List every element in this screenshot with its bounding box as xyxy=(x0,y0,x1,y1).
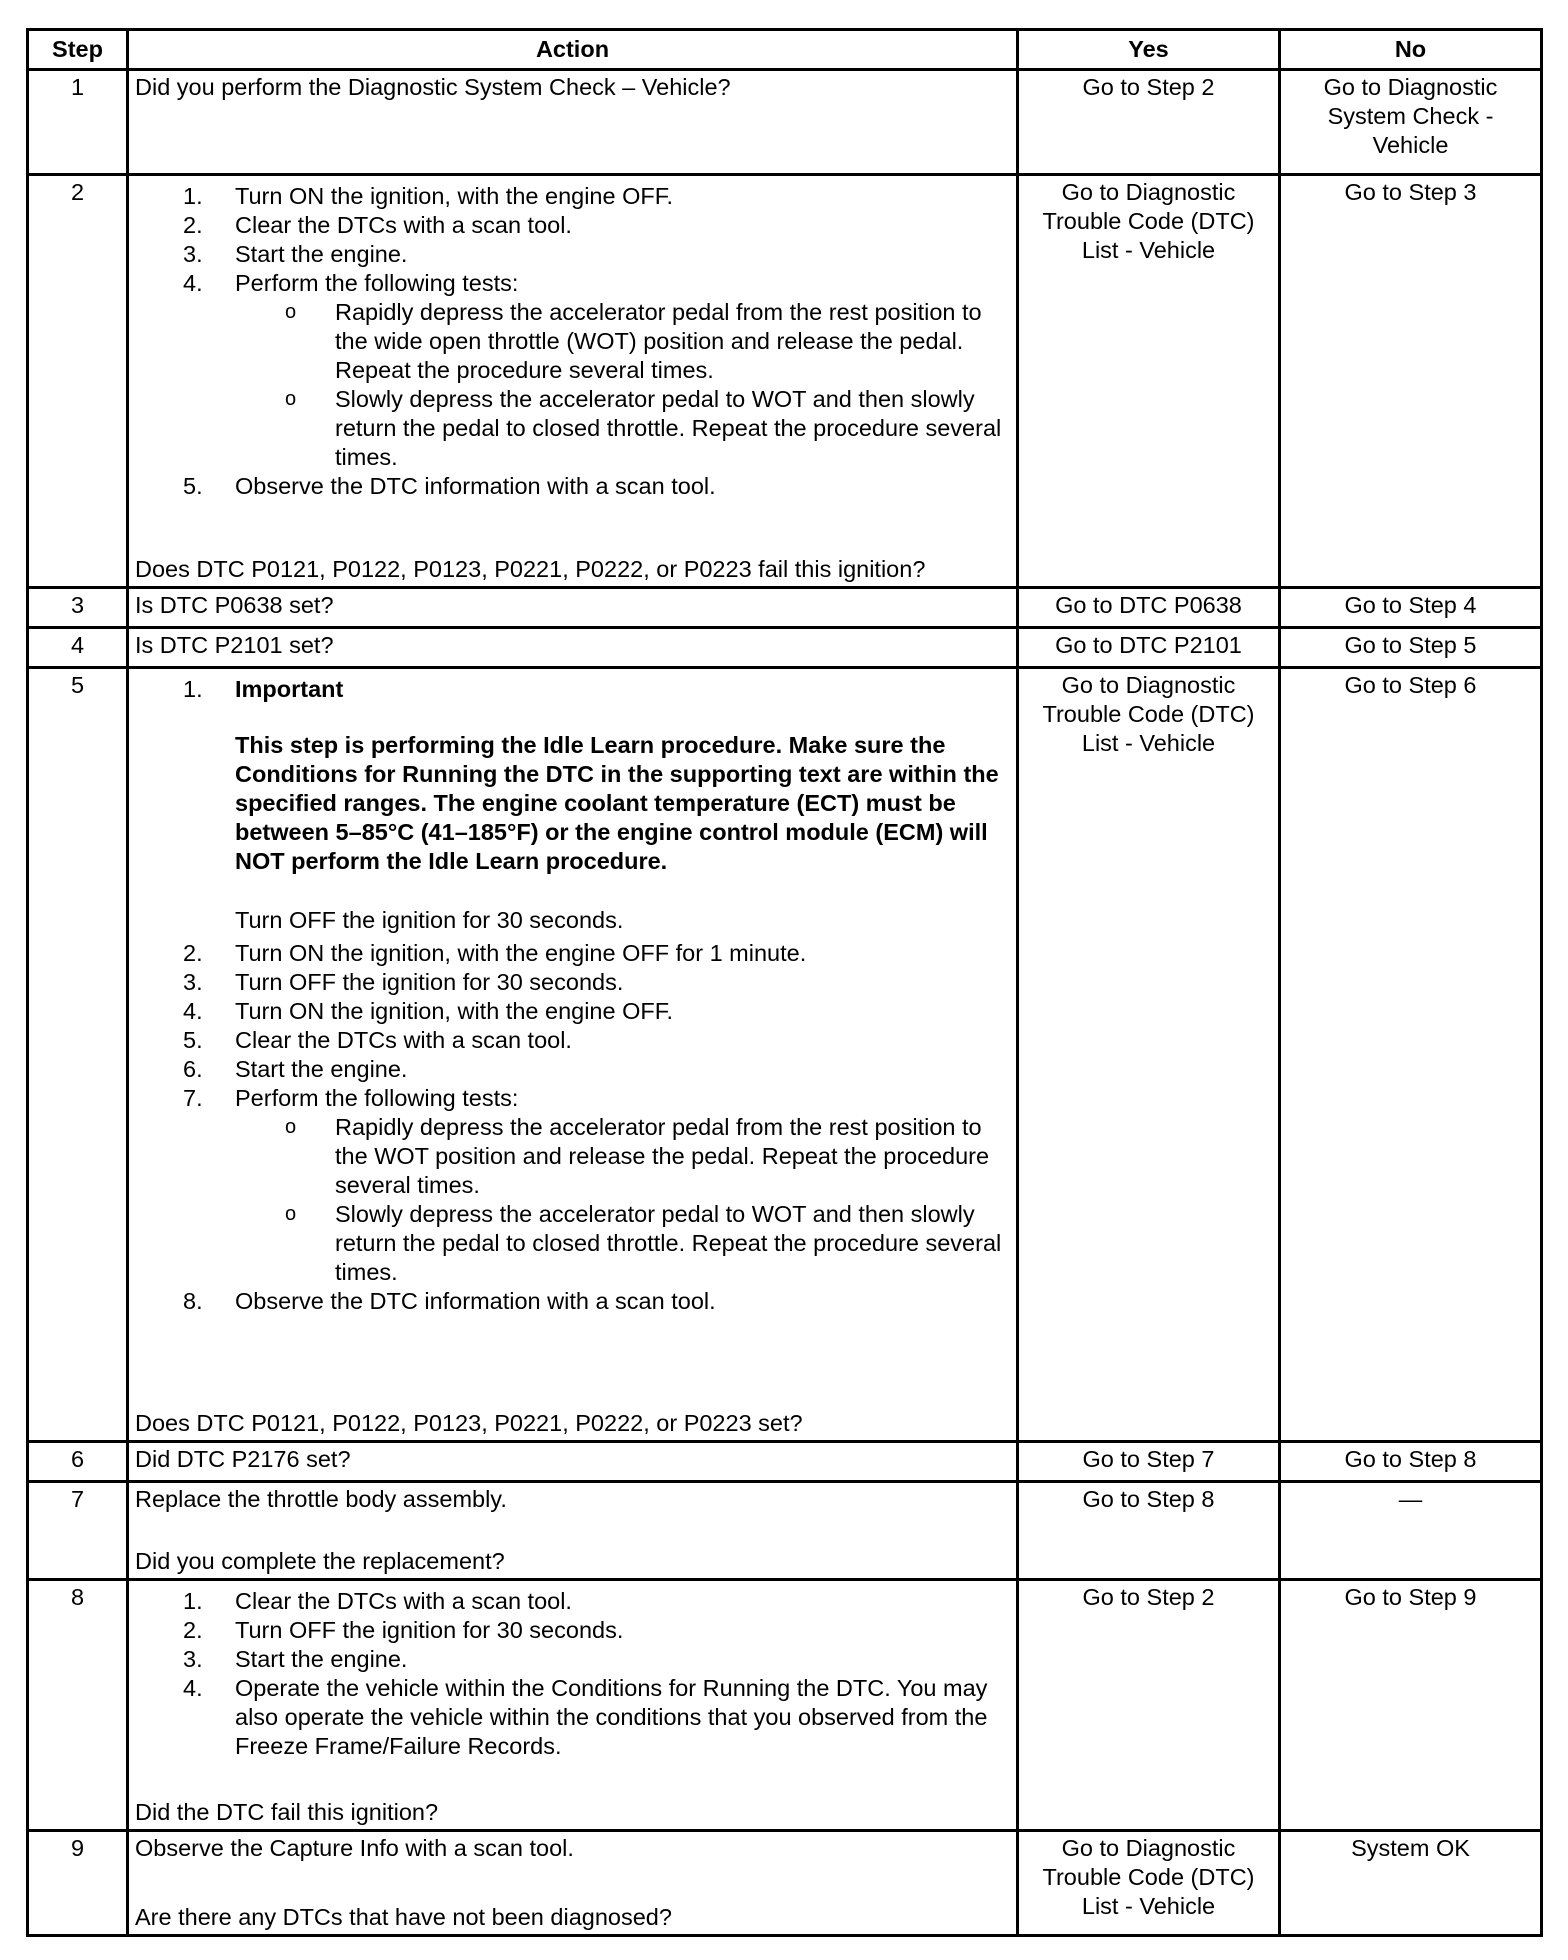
item-number: 8. xyxy=(183,1288,203,1315)
list-item xyxy=(135,182,1010,211)
sub-list-item xyxy=(135,385,1010,472)
table-row xyxy=(28,1830,1542,1935)
important-heading: Important xyxy=(235,676,344,703)
yes-result: Go to DTC P0638 xyxy=(1018,587,1280,627)
action-intro: Is DTC P2101 set? xyxy=(135,632,334,659)
action-content xyxy=(135,73,1010,171)
step-number: 5 xyxy=(28,668,128,1441)
action-cell xyxy=(128,1830,1018,1935)
item-text: Perform the following tests: xyxy=(235,270,519,297)
sub-list-item xyxy=(135,1113,1010,1200)
no-result: System OK xyxy=(1280,1830,1542,1935)
step-number: 7 xyxy=(28,1481,128,1579)
table-row xyxy=(28,668,1542,1441)
list-item xyxy=(135,1674,1010,1761)
important-text: This step is performing the Idle Learn procedure. Make sure the Conditions for Running the DTC in the supporting text are within the specified ranges. The engine coolant temperature (ECT) must be between 5–85°C (41–185°F) or the engine control module (ECM) will NOT perform the Idle Learn procedure. xyxy=(235,732,999,875)
list-item xyxy=(135,997,1010,1026)
sub-list xyxy=(235,1113,1010,1287)
item-text: Observe the DTC information with a scan tool. xyxy=(235,473,716,500)
sub-item-text: Slowly depress the accelerator pedal to WOT and then slowly return the pedal to closed throttle. Repeat the procedure several times. xyxy=(335,386,1002,471)
step-number: 8 xyxy=(28,1580,128,1831)
item-number: 5. xyxy=(183,473,203,500)
action-intro: Did DTC P2176 set? xyxy=(135,1445,351,1472)
action-cell xyxy=(128,70,1018,175)
item-text: Start the engine. xyxy=(235,241,408,268)
action-question: Does DTC P0121, P0122, P0123, P0221, P0222, or P0223 set? xyxy=(135,1409,803,1436)
item-number: 4. xyxy=(183,270,203,297)
step-number: 3 xyxy=(28,587,128,627)
item-number: 2. xyxy=(183,212,203,239)
header-row xyxy=(28,30,1542,70)
list-item xyxy=(135,939,1010,968)
important-block xyxy=(135,675,1010,935)
spacer xyxy=(135,1863,1010,1893)
item-number: 2. xyxy=(183,1617,203,1644)
action-cell xyxy=(128,668,1018,1441)
item-text: Start the engine. xyxy=(235,1056,408,1083)
procedure-list xyxy=(135,939,1010,1316)
item-text: Turn ON the ignition, with the engine OFF. xyxy=(235,998,674,1025)
table-row xyxy=(28,1441,1542,1481)
no-result: Go to Step 5 xyxy=(1280,628,1542,668)
action-cell xyxy=(128,587,1018,627)
item-number: 4. xyxy=(183,1675,203,1702)
action-question: Does DTC P0121, P0122, P0123, P0221, P0222, or P0223 fail this ignition? xyxy=(135,555,926,582)
list-item xyxy=(135,211,1010,240)
table-row xyxy=(28,175,1542,588)
action-content xyxy=(135,591,1010,624)
no-result: Go to Step 4 xyxy=(1280,587,1542,627)
no-result: Go to Step 8 xyxy=(1280,1441,1542,1481)
item-text: Observe the DTC information with a scan tool. xyxy=(235,1288,716,1315)
yes-result: Go to Diagnostic Trouble Code (DTC) List - Vehicle xyxy=(1018,175,1280,588)
item-text: Perform the following tests: xyxy=(235,1085,519,1112)
item-text: Turn OFF the ignition for 30 seconds. xyxy=(235,969,624,996)
yes-result: Go to Step 2 xyxy=(1018,70,1280,175)
item-number: 4. xyxy=(183,998,203,1025)
action-content xyxy=(135,1485,1010,1576)
sub-list-item xyxy=(135,1200,1010,1287)
bullet-icon: o xyxy=(285,1203,297,1226)
list-item xyxy=(135,1587,1010,1616)
step-number: 6 xyxy=(28,1441,128,1481)
header-yes: Yes xyxy=(1018,30,1280,70)
action-question: Are there any DTCs that have not been diagnosed? xyxy=(135,1904,672,1930)
no-result: Go to Step 6 xyxy=(1280,668,1542,1441)
table-row xyxy=(28,1580,1542,1831)
item-number: 5. xyxy=(183,1027,203,1054)
action-intro: Did you perform the Diagnostic System Check – Vehicle? xyxy=(135,74,731,100)
sub-item-text: Rapidly depress the accelerator pedal from the rest position to the WOT position and release the pedal. Repeat the procedure several times. xyxy=(335,1114,990,1199)
action-cell xyxy=(128,1580,1018,1831)
header-no: No xyxy=(1280,30,1542,70)
action-cell xyxy=(128,628,1018,668)
list-item xyxy=(135,675,1010,935)
item-number: 1. xyxy=(183,183,203,210)
no-result: Go to Diagnostic System Check - Vehicle xyxy=(1280,70,1542,175)
action-content xyxy=(135,631,1010,664)
action-cell xyxy=(128,175,1018,588)
action-question: Did the DTC fail this ignition? xyxy=(135,1798,439,1825)
list-item xyxy=(135,1055,1010,1084)
action-cell xyxy=(128,1441,1018,1481)
no-result: — xyxy=(1280,1481,1542,1579)
item-text: Turn ON the ignition, with the engine OFF for 1 minute. xyxy=(235,940,807,967)
procedure-list xyxy=(135,182,1010,501)
step-number: 9 xyxy=(28,1830,128,1935)
procedure-list xyxy=(135,1587,1010,1761)
list-item xyxy=(135,1616,1010,1645)
item-text: Operate the vehicle within the Conditions for Running the DTC. You may also operate the vehicle within the conditions that you observed from the Freeze Frame/Failure Records. xyxy=(235,1675,988,1760)
header-step: Step xyxy=(28,30,128,70)
action-intro: Is DTC P0638 set? xyxy=(135,591,334,618)
sub-item-text: Rapidly depress the accelerator pedal from the rest position to the wide open throttle (WOT) position and release the pedal. Repeat the procedure several times. xyxy=(335,299,982,384)
item-text: Turn ON the ignition, with the engine OFF. xyxy=(235,183,674,210)
item-text: Clear the DTCs with a scan tool. xyxy=(235,1588,572,1615)
action-content xyxy=(135,178,1010,584)
spacer xyxy=(135,501,1010,545)
item-number: 1. xyxy=(183,676,203,703)
action-intro: Observe the Capture Info with a scan tool. xyxy=(135,1834,574,1861)
table-row xyxy=(28,1481,1542,1579)
sub-list xyxy=(235,298,1010,472)
no-result: Go to Step 9 xyxy=(1280,1580,1542,1831)
yes-result: Go to DTC P2101 xyxy=(1018,628,1280,668)
no-result: Go to Step 3 xyxy=(1280,175,1542,588)
table-body xyxy=(28,70,1542,1936)
action-content xyxy=(135,671,1010,1437)
step-number: 1 xyxy=(28,70,128,175)
action-content xyxy=(135,1834,1010,1932)
yes-result: Go to Diagnostic Trouble Code (DTC) List - Vehicle xyxy=(1018,1830,1280,1935)
diagnostic-table xyxy=(26,28,1543,1937)
list-item xyxy=(135,240,1010,269)
yes-result: Go to Diagnostic Trouble Code (DTC) List - Vehicle xyxy=(1018,668,1280,1441)
action-intro: Replace the throttle body assembly. xyxy=(135,1485,507,1512)
action-content xyxy=(135,1583,1010,1827)
important-after: Turn OFF the ignition for 30 seconds. xyxy=(235,907,624,934)
yes-result: Go to Step 8 xyxy=(1018,1481,1280,1579)
item-number: 3. xyxy=(183,969,203,996)
item-number: 6. xyxy=(183,1056,203,1083)
list-item xyxy=(135,1084,1010,1287)
action-cell xyxy=(128,1481,1018,1579)
sub-item-text: Slowly depress the accelerator pedal to WOT and then slowly return the pedal to closed throttle. Repeat the procedure several times. xyxy=(335,1201,1002,1286)
list-item xyxy=(135,1287,1010,1316)
table-row xyxy=(28,70,1542,175)
item-number: 1. xyxy=(183,1588,203,1615)
spacer xyxy=(135,1316,1010,1398)
item-text: Turn OFF the ignition for 30 seconds. xyxy=(235,1617,624,1644)
sub-list-item xyxy=(135,298,1010,385)
bullet-icon: o xyxy=(285,388,297,411)
yes-result: Go to Step 7 xyxy=(1018,1441,1280,1481)
action-question: Did you complete the replacement? xyxy=(135,1548,505,1575)
step-number: 2 xyxy=(28,175,128,588)
table-row xyxy=(28,587,1542,627)
action-content xyxy=(135,1445,1010,1478)
list-item xyxy=(135,1645,1010,1674)
header-action: Action xyxy=(128,30,1018,70)
list-item xyxy=(135,269,1010,472)
list-item xyxy=(135,1026,1010,1055)
item-text: Start the engine. xyxy=(235,1646,408,1673)
item-number: 3. xyxy=(183,241,203,268)
spacer xyxy=(135,1514,1010,1537)
item-text: Clear the DTCs with a scan tool. xyxy=(235,212,572,239)
item-number: 2. xyxy=(183,940,203,967)
spacer xyxy=(135,1761,1010,1788)
bullet-icon: o xyxy=(285,301,297,324)
step-number: 4 xyxy=(28,628,128,668)
item-text: Clear the DTCs with a scan tool. xyxy=(235,1027,572,1054)
table-row xyxy=(28,628,1542,668)
bullet-icon: o xyxy=(285,1116,297,1139)
yes-result: Go to Step 2 xyxy=(1018,1580,1280,1831)
list-item xyxy=(135,968,1010,997)
item-number: 3. xyxy=(183,1646,203,1673)
item-number: 7. xyxy=(183,1085,203,1112)
list-item xyxy=(135,472,1010,501)
